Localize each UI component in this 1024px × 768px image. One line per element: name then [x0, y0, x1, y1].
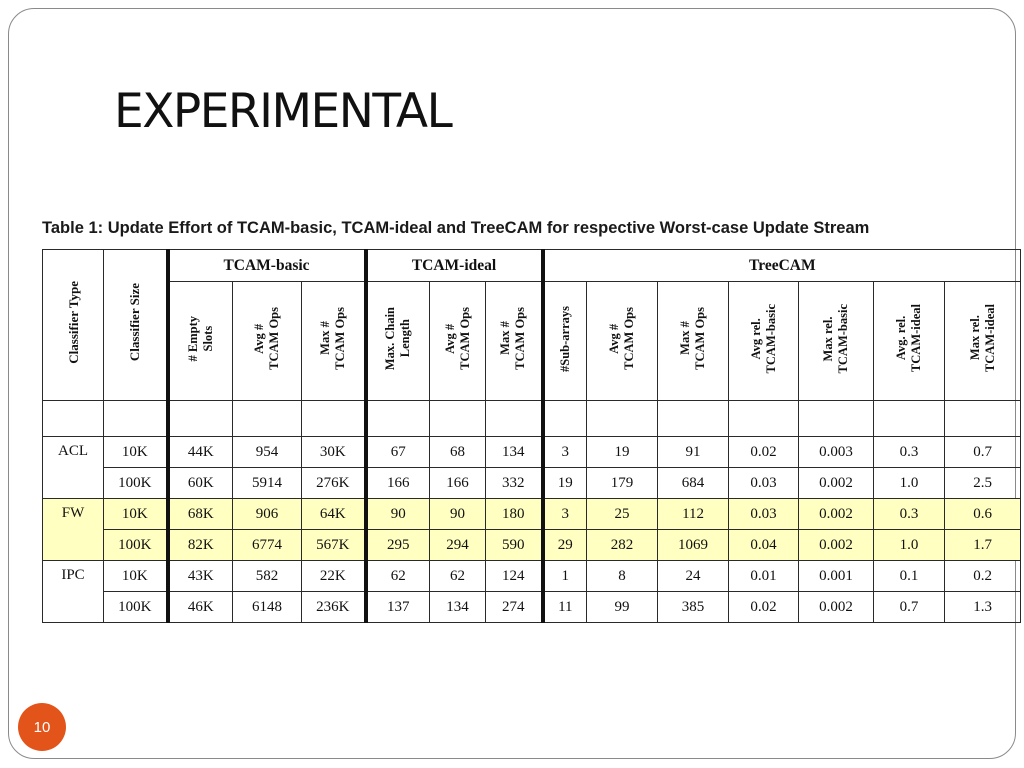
update-effort-table — [42, 249, 1021, 623]
table-cell: 68 — [430, 437, 486, 468]
table-row — [43, 592, 1021, 623]
table-cell: 90 — [430, 499, 486, 530]
table-cell: 30K — [302, 437, 366, 468]
table-cell: 3 — [543, 437, 587, 468]
table-cell: 0.01 — [729, 561, 799, 592]
table-cell: 43K — [168, 561, 233, 592]
table-cell: 134 — [486, 437, 543, 468]
column-header: # Empty Slots — [168, 282, 233, 401]
table-cell: 67 — [366, 437, 430, 468]
table-cell: 582 — [233, 561, 302, 592]
table-cell: 29 — [543, 530, 587, 561]
classifier-size-cell: 10K — [104, 437, 168, 468]
table-cell: 166 — [366, 468, 430, 499]
group-tcam-ideal: TCAM-ideal — [366, 250, 543, 282]
table-cell: 0.002 — [799, 499, 874, 530]
table-cell: 0.02 — [729, 437, 799, 468]
column-header: Max rel. TCAM-basic — [799, 282, 874, 401]
table-cell: 179 — [587, 468, 658, 499]
group-tcam-basic: TCAM-basic — [168, 250, 366, 282]
table-cell: 22K — [302, 561, 366, 592]
table-cell: 295 — [366, 530, 430, 561]
table-cell: 0.02 — [729, 592, 799, 623]
classifier-size-cell: 10K — [104, 499, 168, 530]
table-cell: 3 — [543, 499, 587, 530]
table-cell: 590 — [486, 530, 543, 561]
table-cell: 0.002 — [799, 592, 874, 623]
column-header: #Sub-arrays — [543, 282, 587, 401]
table-cell: 68K — [168, 499, 233, 530]
classifier-size-cell: 100K — [104, 530, 168, 561]
table-cell: 64K — [302, 499, 366, 530]
column-header: Avg # TCAM Ops — [587, 282, 658, 401]
table-cell: 11 — [543, 592, 587, 623]
table-cell: 1.0 — [874, 468, 945, 499]
table-cell: 0.002 — [799, 468, 874, 499]
table-cell: 0.003 — [799, 437, 874, 468]
column-header: Max. Chain Length — [366, 282, 430, 401]
table-cell: 24 — [658, 561, 729, 592]
column-header: Avg rel. TCAM-basic — [729, 282, 799, 401]
page-number-badge: 10 — [18, 703, 66, 751]
table-cell: 112 — [658, 499, 729, 530]
classifier-size-cell: 10K — [104, 561, 168, 592]
table-cell: 1 — [543, 561, 587, 592]
classifier-size-cell: 100K — [104, 592, 168, 623]
table-cell: 46K — [168, 592, 233, 623]
table-cell: 6774 — [233, 530, 302, 561]
table-cell: 25 — [587, 499, 658, 530]
table-cell: 180 — [486, 499, 543, 530]
table-cell: 62 — [430, 561, 486, 592]
table-cell: 276K — [302, 468, 366, 499]
classifier-type-cell: IPC — [43, 561, 104, 623]
table-cell: 1.3 — [945, 592, 1021, 623]
table-cell: 44K — [168, 437, 233, 468]
table-caption: Table 1: Update Effort of TCAM-basic, TCAM-ideal and TreeCAM for respective Worst-case Update Stream — [42, 219, 870, 237]
table-cell: 236K — [302, 592, 366, 623]
table-row — [43, 561, 1021, 592]
slide-title: EXPERIMENTAL — [114, 84, 452, 139]
table-cell: 0.2 — [945, 561, 1021, 592]
header-classifier-type: Classifier Type — [43, 250, 104, 401]
table-cell: 62 — [366, 561, 430, 592]
column-header: Avg. rel. TCAM-ideal — [874, 282, 945, 401]
spacer-cell — [43, 401, 104, 437]
table-cell: 567K — [302, 530, 366, 561]
table-cell: 684 — [658, 468, 729, 499]
table-row — [43, 437, 1021, 468]
classifier-type-cell: ACL — [43, 437, 104, 499]
table-row — [43, 468, 1021, 499]
table-cell: 954 — [233, 437, 302, 468]
table-cell: 0.001 — [799, 561, 874, 592]
column-header: Max # TCAM Ops — [658, 282, 729, 401]
table-cell: 6148 — [233, 592, 302, 623]
table-cell: 0.03 — [729, 468, 799, 499]
table-cell: 0.1 — [874, 561, 945, 592]
table-cell: 1.7 — [945, 530, 1021, 561]
table-cell: 332 — [486, 468, 543, 499]
column-header: Avg # TCAM Ops — [430, 282, 486, 401]
table-cell: 90 — [366, 499, 430, 530]
header-classifier-size: Classifier Size — [104, 250, 168, 401]
table-cell: 19 — [543, 468, 587, 499]
table-cell: 137 — [366, 592, 430, 623]
table-cell: 385 — [658, 592, 729, 623]
table-cell: 0.3 — [874, 437, 945, 468]
table-cell: 0.002 — [799, 530, 874, 561]
table-cell: 282 — [587, 530, 658, 561]
table-cell: 124 — [486, 561, 543, 592]
table-cell: 19 — [587, 437, 658, 468]
table-cell: 60K — [168, 468, 233, 499]
group-treecam: TreeCAM — [543, 250, 1021, 282]
table-cell: 0.7 — [945, 437, 1021, 468]
table-cell: 906 — [233, 499, 302, 530]
table-cell: 2.5 — [945, 468, 1021, 499]
table-cell: 0.04 — [729, 530, 799, 561]
table-cell: 99 — [587, 592, 658, 623]
classifier-type-cell: FW — [43, 499, 104, 561]
table-cell: 82K — [168, 530, 233, 561]
table-cell: 166 — [430, 468, 486, 499]
table-cell: 0.7 — [874, 592, 945, 623]
table-cell: 294 — [430, 530, 486, 561]
table-cell: 1.0 — [874, 530, 945, 561]
table-row — [43, 499, 1021, 530]
column-header: Max rel. TCAM-ideal — [945, 282, 1021, 401]
column-header: Max # TCAM Ops — [302, 282, 366, 401]
table-cell: 134 — [430, 592, 486, 623]
table-cell: 0.6 — [945, 499, 1021, 530]
table-cell: 0.03 — [729, 499, 799, 530]
table-cell: 274 — [486, 592, 543, 623]
table-cell: 1069 — [658, 530, 729, 561]
column-header: Avg # TCAM Ops — [233, 282, 302, 401]
table-cell: 5914 — [233, 468, 302, 499]
column-header: Max # TCAM Ops — [486, 282, 543, 401]
table-cell: 91 — [658, 437, 729, 468]
table-row — [43, 530, 1021, 561]
table-cell: 8 — [587, 561, 658, 592]
classifier-size-cell: 100K — [104, 468, 168, 499]
table-cell: 0.3 — [874, 499, 945, 530]
